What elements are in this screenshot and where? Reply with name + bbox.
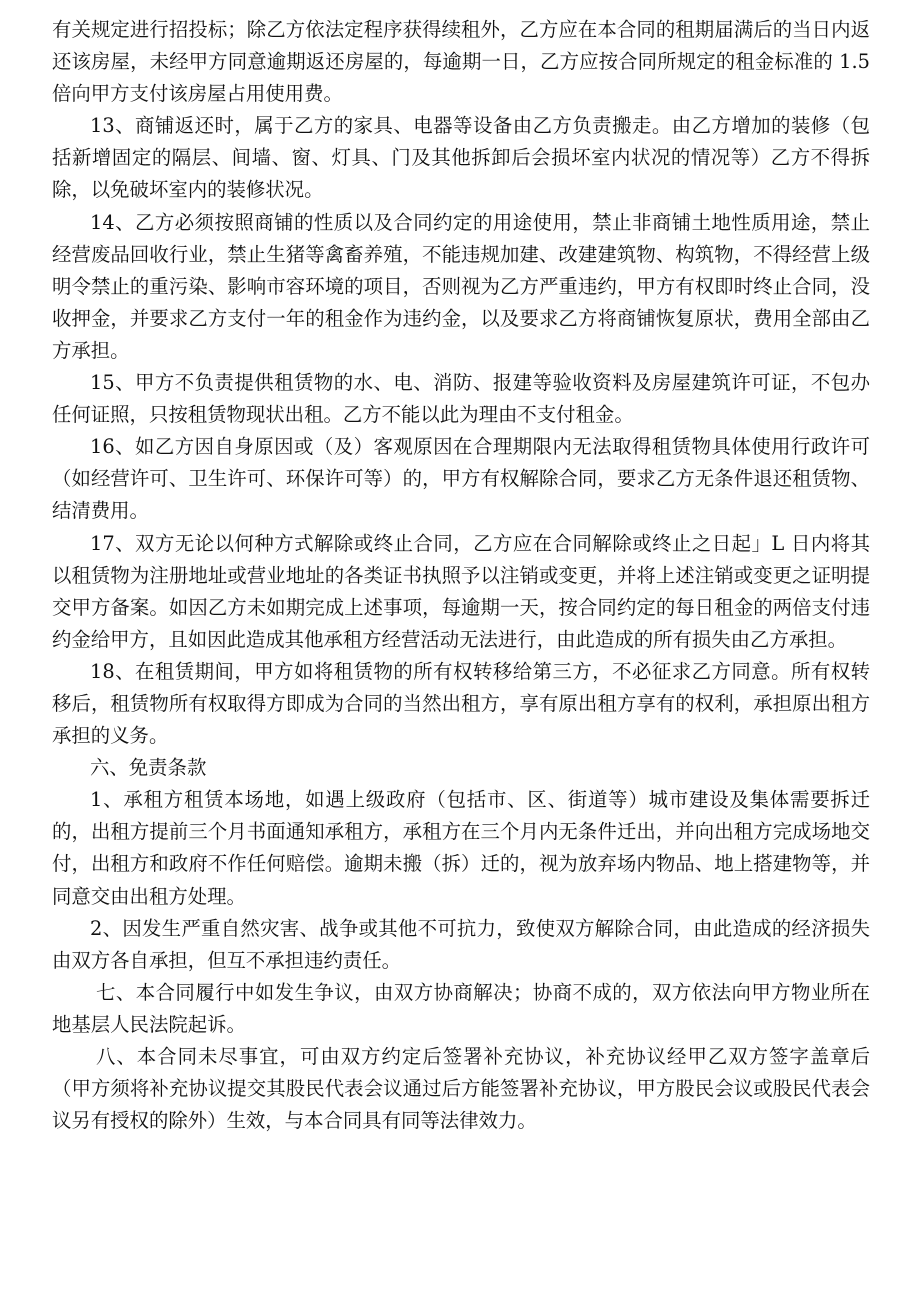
section-7-dispute: 七、本合同履行中如发生争议，由双方协商解决；协商不成的，双方依法向甲方物业所在地基层人民法院起诉。 xyxy=(52,980,870,1036)
exemption-clause-1: 1、承租方租赁本场地，如遇上级政府（包括市、区、街道等）城市建设及集体需要拆迁的，出租方提前三个月书面通知承租方，承租方在三个月内无条件迁出，并向出租方完成场地交付，出租方和政府不作任何赔偿。逾期未搬（拆）迁的，视为放弃场内物品、地上搭建物等，并同意交由出租方处理。 xyxy=(52,788,870,908)
clause-16: 16、如乙方因自身原因或（及）客观原因在合理期限内无法取得租赁物具体使用行政许可（如经营许可、卫生许可、环保许可等）的，甲方有权解除合同，要求乙方无条件退还租赁物、结清费用。 xyxy=(52,435,870,523)
section-heading-6: 六、免责条款 xyxy=(90,756,207,780)
paragraph-continuation: 有关规定进行招投标；除乙方依法定程序获得续租外，乙方应在本合同的租期届满后的当日内返还该房屋，未经甲方同意逾期返还房屋的，每逾期一日，乙方应按合同所规定的租金标准的 1.5 倍向甲方支付该房屋占用使用费。 xyxy=(52,18,870,106)
clause-15: 15、甲方不负责提供租赁物的水、电、消防、报建等验收资料及房屋建筑许可证，不包办任何证照，只按租赁物现状出租。乙方不能以此为理由不支付租金。 xyxy=(52,371,870,427)
clause-14: 14、乙方必须按照商铺的性质以及合同约定的用途使用，禁止非商铺土地性质用途，禁止经营废品回收行业，禁止生猪等禽畜养殖，不能违规加建、改建建筑物、构筑物，不得经营上级明令禁止的重污染、影响市容环境的项目，否则视为乙方严重违约，甲方有权即时终止合同，没收押金，并要求乙方支付一年的租金作为违约金，以及要求乙方将商铺恢复原状，费用全部由乙方承担。 xyxy=(52,210,870,362)
clause-18: 18、在租赁期间，甲方如将租赁物的所有权转移给第三方，不必征求乙方同意。所有权转移后，租赁物所有权取得方即成为合同的当然出租方，享有原出租方享有的权利，承担原出租方承担的义务。 xyxy=(52,659,870,748)
clause-13: 13、商铺返还时，属于乙方的家具、电器等设备由乙方负责搬走。由乙方增加的装修（包括新增固定的隔层、间墙、窗、灯具、门及其他拆卸后会损坏室内状况的情况等）乙方不得拆除，以免破坏室内的装修状况。 xyxy=(52,114,870,202)
section-8-supplement: 八、本合同未尽事宜，可由双方约定后签署补充协议，补充协议经甲乙双方签字盖章后（甲方须将补充协议提交其股民代表会议通过后方能签署补充协议，甲方股民会议或股民代表会议另有授权的除外）生效，与本合同具有同等法律效力。 xyxy=(52,1045,870,1133)
exemption-clause-2: 2、因发生严重自然灾害、战争或其他不可抗力，致使双方解除合同，由此造成的经济损失由双方各自承担，但互不承担违约责任。 xyxy=(52,916,870,972)
document-page xyxy=(52,14,870,1137)
clause-17: 17、双方无论以何种方式解除或终止合同，乙方应在合同解除或终止之日起」L 日内将其以租赁物为注册地址或营业地址的各类证书执照予以注销或变更，并将上述注销或变更之证明提交甲方备案。如因乙方未如期完成上述事项，每逾期一天，按合同约定的每日租金的两倍支付违约金给甲方，且如因此造成其他承租方经营活动无法进行，由此造成的所有损失由乙方承担。 xyxy=(52,531,870,651)
